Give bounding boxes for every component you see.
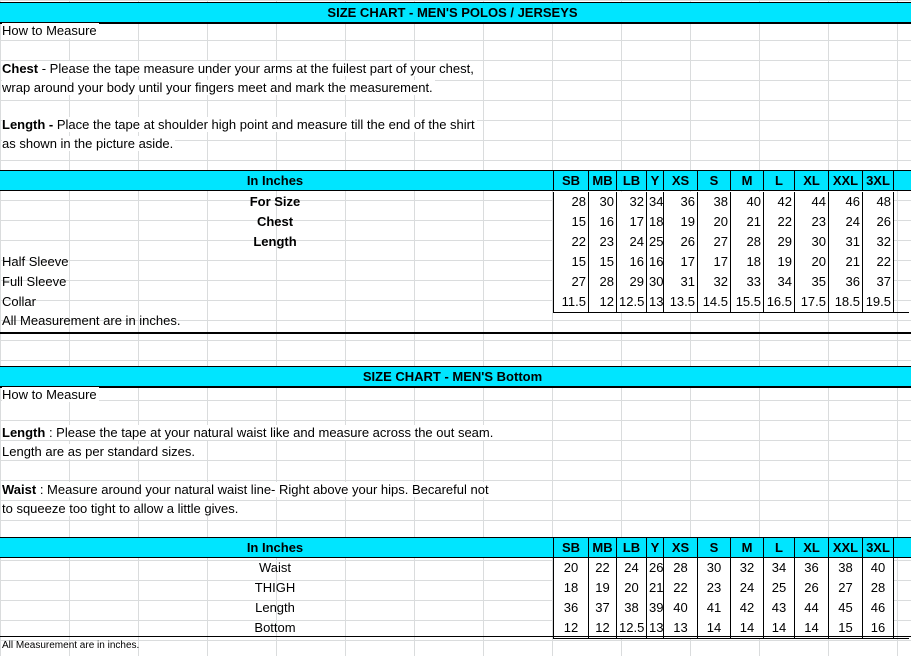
table-cell: 44: [794, 192, 828, 212]
row-cells: [553, 252, 894, 272]
table-cell: 15: [553, 252, 588, 272]
table-cell: 16: [646, 252, 663, 272]
size-header-cell: SB: [553, 171, 588, 191]
table-cell: 24: [828, 212, 862, 232]
bottom-waist-line-1: [2, 482, 491, 497]
polos-chest-text-1: - Please the tape measure under your arms at the fuilest part of your chest,: [38, 61, 474, 76]
bottom-length-text-2: Length are as per standard sizes.: [2, 444, 195, 459]
size-header-cell: M: [730, 171, 763, 191]
table-row: [0, 292, 911, 312]
table-bottom-border: [553, 638, 909, 639]
table-cell: 15: [553, 212, 588, 232]
table-cell: 28: [553, 192, 588, 212]
table-cell: 20: [553, 558, 588, 578]
table-cell: 41: [697, 598, 730, 618]
table-cell: 31: [663, 272, 697, 292]
size-header-cell: Y: [646, 171, 663, 191]
table-cell: 37: [588, 598, 616, 618]
table-cell: 17: [663, 252, 697, 272]
size-header-cell: XXL: [828, 538, 862, 558]
table-cell: 19: [588, 578, 616, 598]
table-cell: 14: [697, 618, 730, 638]
size-header-cell: L: [763, 538, 794, 558]
table-cell: 31: [828, 232, 862, 252]
polos-chest-line-1: [2, 61, 476, 76]
table-cell: 22: [862, 252, 894, 272]
table-row: [0, 578, 911, 598]
bottom-header-label: In Inches: [246, 540, 304, 555]
table-cell: 12: [588, 618, 616, 638]
table-cell: 23: [588, 232, 616, 252]
bottom-waist-text-2: to squeeze too tight to allow a little gives.: [2, 501, 239, 516]
bottom-length-label: Length: [2, 425, 46, 440]
size-header-cell: XL: [794, 538, 828, 558]
table-cell: 38: [616, 598, 646, 618]
row-cells: [553, 212, 894, 232]
table-cell: 16: [862, 618, 894, 638]
polos-title: SIZE CHART - MEN'S POLOS / JERSEYS: [327, 5, 578, 20]
bottom-size-header-row: [0, 538, 911, 558]
polos-footer-note: All Measurement are in inches.: [2, 313, 181, 328]
table-cell: 27: [828, 578, 862, 598]
table-cell: 34: [763, 272, 794, 292]
table-row: [0, 252, 911, 272]
table-cell: 32: [616, 192, 646, 212]
table-cell: 15: [588, 252, 616, 272]
row-label: Waist: [258, 560, 292, 575]
bottom-table-bottom-rule: [0, 636, 911, 637]
table-row: [0, 212, 911, 232]
table-cell: 30: [588, 192, 616, 212]
table-cell: 20: [697, 212, 730, 232]
polos-length-text-1: Place the tape at shoulder high point and measure till the end of the shirt: [53, 117, 475, 132]
table-cell: 42: [763, 192, 794, 212]
table-cell: 28: [730, 232, 763, 252]
table-cell: 16: [616, 252, 646, 272]
table-cell: 34: [763, 558, 794, 578]
bottom-length-text-1: : Please the tape at your natural waist like and measure across the out seam.: [45, 425, 494, 440]
size-header-cell: SB: [553, 538, 588, 558]
bottom-waist-text-1: : Measure around your natural waist line- Right above your hips. Becareful not: [36, 482, 489, 497]
table-cell: 16.5: [763, 292, 794, 312]
table-cell: 25: [763, 578, 794, 598]
table-row: [0, 618, 911, 638]
bottom-waist-label: Waist: [2, 482, 37, 497]
table-cell: 18: [553, 578, 588, 598]
table-cell: 27: [697, 232, 730, 252]
size-header-cell: XS: [663, 538, 697, 558]
row-cells: [553, 578, 894, 598]
size-header-cell: Y: [646, 538, 663, 558]
table-cell: 36: [663, 192, 697, 212]
table-cell: 46: [828, 192, 862, 212]
table-cell: 26: [646, 558, 663, 578]
table-cell: 28: [862, 578, 894, 598]
table-cell: 13: [646, 292, 663, 312]
size-header-cell: MB: [588, 171, 616, 191]
table-cell: 13.5: [663, 292, 697, 312]
row-cells: [553, 618, 894, 638]
table-cell: 22: [553, 232, 588, 252]
table-cell: 34: [646, 192, 663, 212]
table-cell: 18.5: [828, 292, 862, 312]
size-header-cell: 3XL: [862, 171, 894, 191]
table-cell: 32: [730, 558, 763, 578]
size-header-cell: S: [697, 538, 730, 558]
table-cell: 30: [697, 558, 730, 578]
table-cell: 37: [862, 272, 894, 292]
table-cell: 12.5: [616, 292, 646, 312]
table-cell: 18: [730, 252, 763, 272]
table-cell: 23: [697, 578, 730, 598]
row-label: THIGH: [254, 580, 296, 595]
table-cell: 14: [763, 618, 794, 638]
table-cell: 28: [588, 272, 616, 292]
table-cell: 30: [794, 232, 828, 252]
polos-size-header-row: [0, 171, 911, 191]
table-row: [0, 232, 911, 252]
size-header-cell: XS: [663, 171, 697, 191]
table-cell: 28: [663, 558, 697, 578]
table-cell: 36: [828, 272, 862, 292]
size-header-cell: M: [730, 538, 763, 558]
table-cell: 38: [697, 192, 730, 212]
row-cells: [553, 232, 894, 252]
table-cell: 17.5: [794, 292, 828, 312]
table-cell: 22: [588, 558, 616, 578]
polos-chest-text-2: wrap around your body until your fingers meet and mark the measurement.: [2, 80, 433, 95]
table-row: [0, 558, 911, 578]
table-cell: 35: [794, 272, 828, 292]
table-cell: 33: [730, 272, 763, 292]
size-header-cell: 3XL: [862, 538, 894, 558]
table-cell: 26: [862, 212, 894, 232]
table-cell: 25: [646, 232, 663, 252]
table-cell: 29: [763, 232, 794, 252]
table-cell: 21: [646, 578, 663, 598]
table-cell: 22: [763, 212, 794, 232]
table-cell: 29: [616, 272, 646, 292]
table-cell: 45: [828, 598, 862, 618]
row-label: Full Sleeve: [2, 274, 67, 289]
size-header-cell: LB: [616, 538, 646, 558]
table-cell: 24: [730, 578, 763, 598]
table-cell: 23: [794, 212, 828, 232]
row-label: Collar: [2, 294, 36, 309]
table-cell: 12.5: [616, 618, 646, 638]
table-row: [0, 192, 911, 212]
row-label: For Size: [249, 194, 301, 209]
table-cell: 14: [794, 618, 828, 638]
table-cell: 39: [646, 598, 663, 618]
row-cells: [553, 558, 894, 578]
size-header-cell: MB: [588, 538, 616, 558]
table-cell: 21: [730, 212, 763, 232]
table-cell: 14.5: [697, 292, 730, 312]
size-header-cell: L: [763, 171, 794, 191]
table-cell: 15.5: [730, 292, 763, 312]
polos-length-label: Length -: [2, 117, 54, 132]
polos-size-header-cells: [553, 171, 894, 191]
bottom-length-line-1: [2, 425, 495, 440]
table-cell: 38: [828, 558, 862, 578]
size-header-cell: XXL: [828, 171, 862, 191]
polos-how-to-measure: How to Measure: [2, 23, 97, 38]
bottom-footer-note: All Measurement are in inches.: [2, 640, 140, 651]
table-row: [0, 598, 911, 618]
row-label: Bottom: [254, 620, 296, 635]
table-cell: 24: [616, 232, 646, 252]
table-cell: 13: [663, 618, 697, 638]
polos-length-text-2: as shown in the picture aside.: [2, 136, 174, 151]
table-cell: 40: [663, 598, 697, 618]
polos-title-banner: [0, 2, 911, 24]
table-cell: 20: [616, 578, 646, 598]
table-cell: 46: [862, 598, 894, 618]
table-cell: 20: [794, 252, 828, 272]
table-cell: 36: [794, 558, 828, 578]
table-cell: 24: [616, 558, 646, 578]
row-cells: [553, 192, 894, 212]
table-cell: 12: [553, 618, 588, 638]
table-cell: 12: [588, 292, 616, 312]
table-cell: 36: [553, 598, 588, 618]
table-cell: 32: [697, 272, 730, 292]
table-cell: 26: [663, 232, 697, 252]
row-cells: [553, 272, 894, 292]
row-label: Half Sleeve: [2, 254, 69, 269]
bottom-size-header-cells: [553, 538, 894, 558]
table-row: [0, 272, 911, 292]
polos-header-label: In Inches: [246, 173, 304, 188]
table-cell: 21: [828, 252, 862, 272]
table-cell: 30: [646, 272, 663, 292]
table-cell: 19: [763, 252, 794, 272]
table-cell: 13: [646, 618, 663, 638]
table-cell: 27: [553, 272, 588, 292]
table-cell: 11.5: [553, 292, 588, 312]
bottom-title-banner: [0, 366, 911, 388]
table-cell: 17: [697, 252, 730, 272]
table-cell: 17: [616, 212, 646, 232]
bottom-title: SIZE CHART - MEN'S Bottom: [362, 369, 543, 384]
table-cell: 48: [862, 192, 894, 212]
row-label: Length: [253, 234, 297, 249]
table-cell: 16: [588, 212, 616, 232]
bottom-how-to-measure: How to Measure: [2, 387, 97, 402]
table-bottom-border: [553, 312, 909, 313]
size-header-cell: LB: [616, 171, 646, 191]
table-cell: 19: [663, 212, 697, 232]
table-cell: 18: [646, 212, 663, 232]
table-cell: 14: [730, 618, 763, 638]
table-cell: 15: [828, 618, 862, 638]
table-cell: 40: [730, 192, 763, 212]
table-cell: 42: [730, 598, 763, 618]
row-cells: [553, 292, 894, 312]
table-cell: 40: [862, 558, 894, 578]
row-cells: [553, 598, 894, 618]
table-cell: 44: [794, 598, 828, 618]
row-label: Length: [255, 600, 295, 615]
polos-chest-label: Chest: [2, 61, 39, 76]
table-cell: 43: [763, 598, 794, 618]
polos-bottom-rule: [0, 332, 911, 334]
table-cell: 26: [794, 578, 828, 598]
row-label: Chest: [256, 214, 294, 229]
size-header-cell: S: [697, 171, 730, 191]
table-cell: 19.5: [862, 292, 894, 312]
polos-length-line-1: [2, 117, 477, 132]
table-cell: 22: [663, 578, 697, 598]
table-cell: 32: [862, 232, 894, 252]
size-header-cell: XL: [794, 171, 828, 191]
